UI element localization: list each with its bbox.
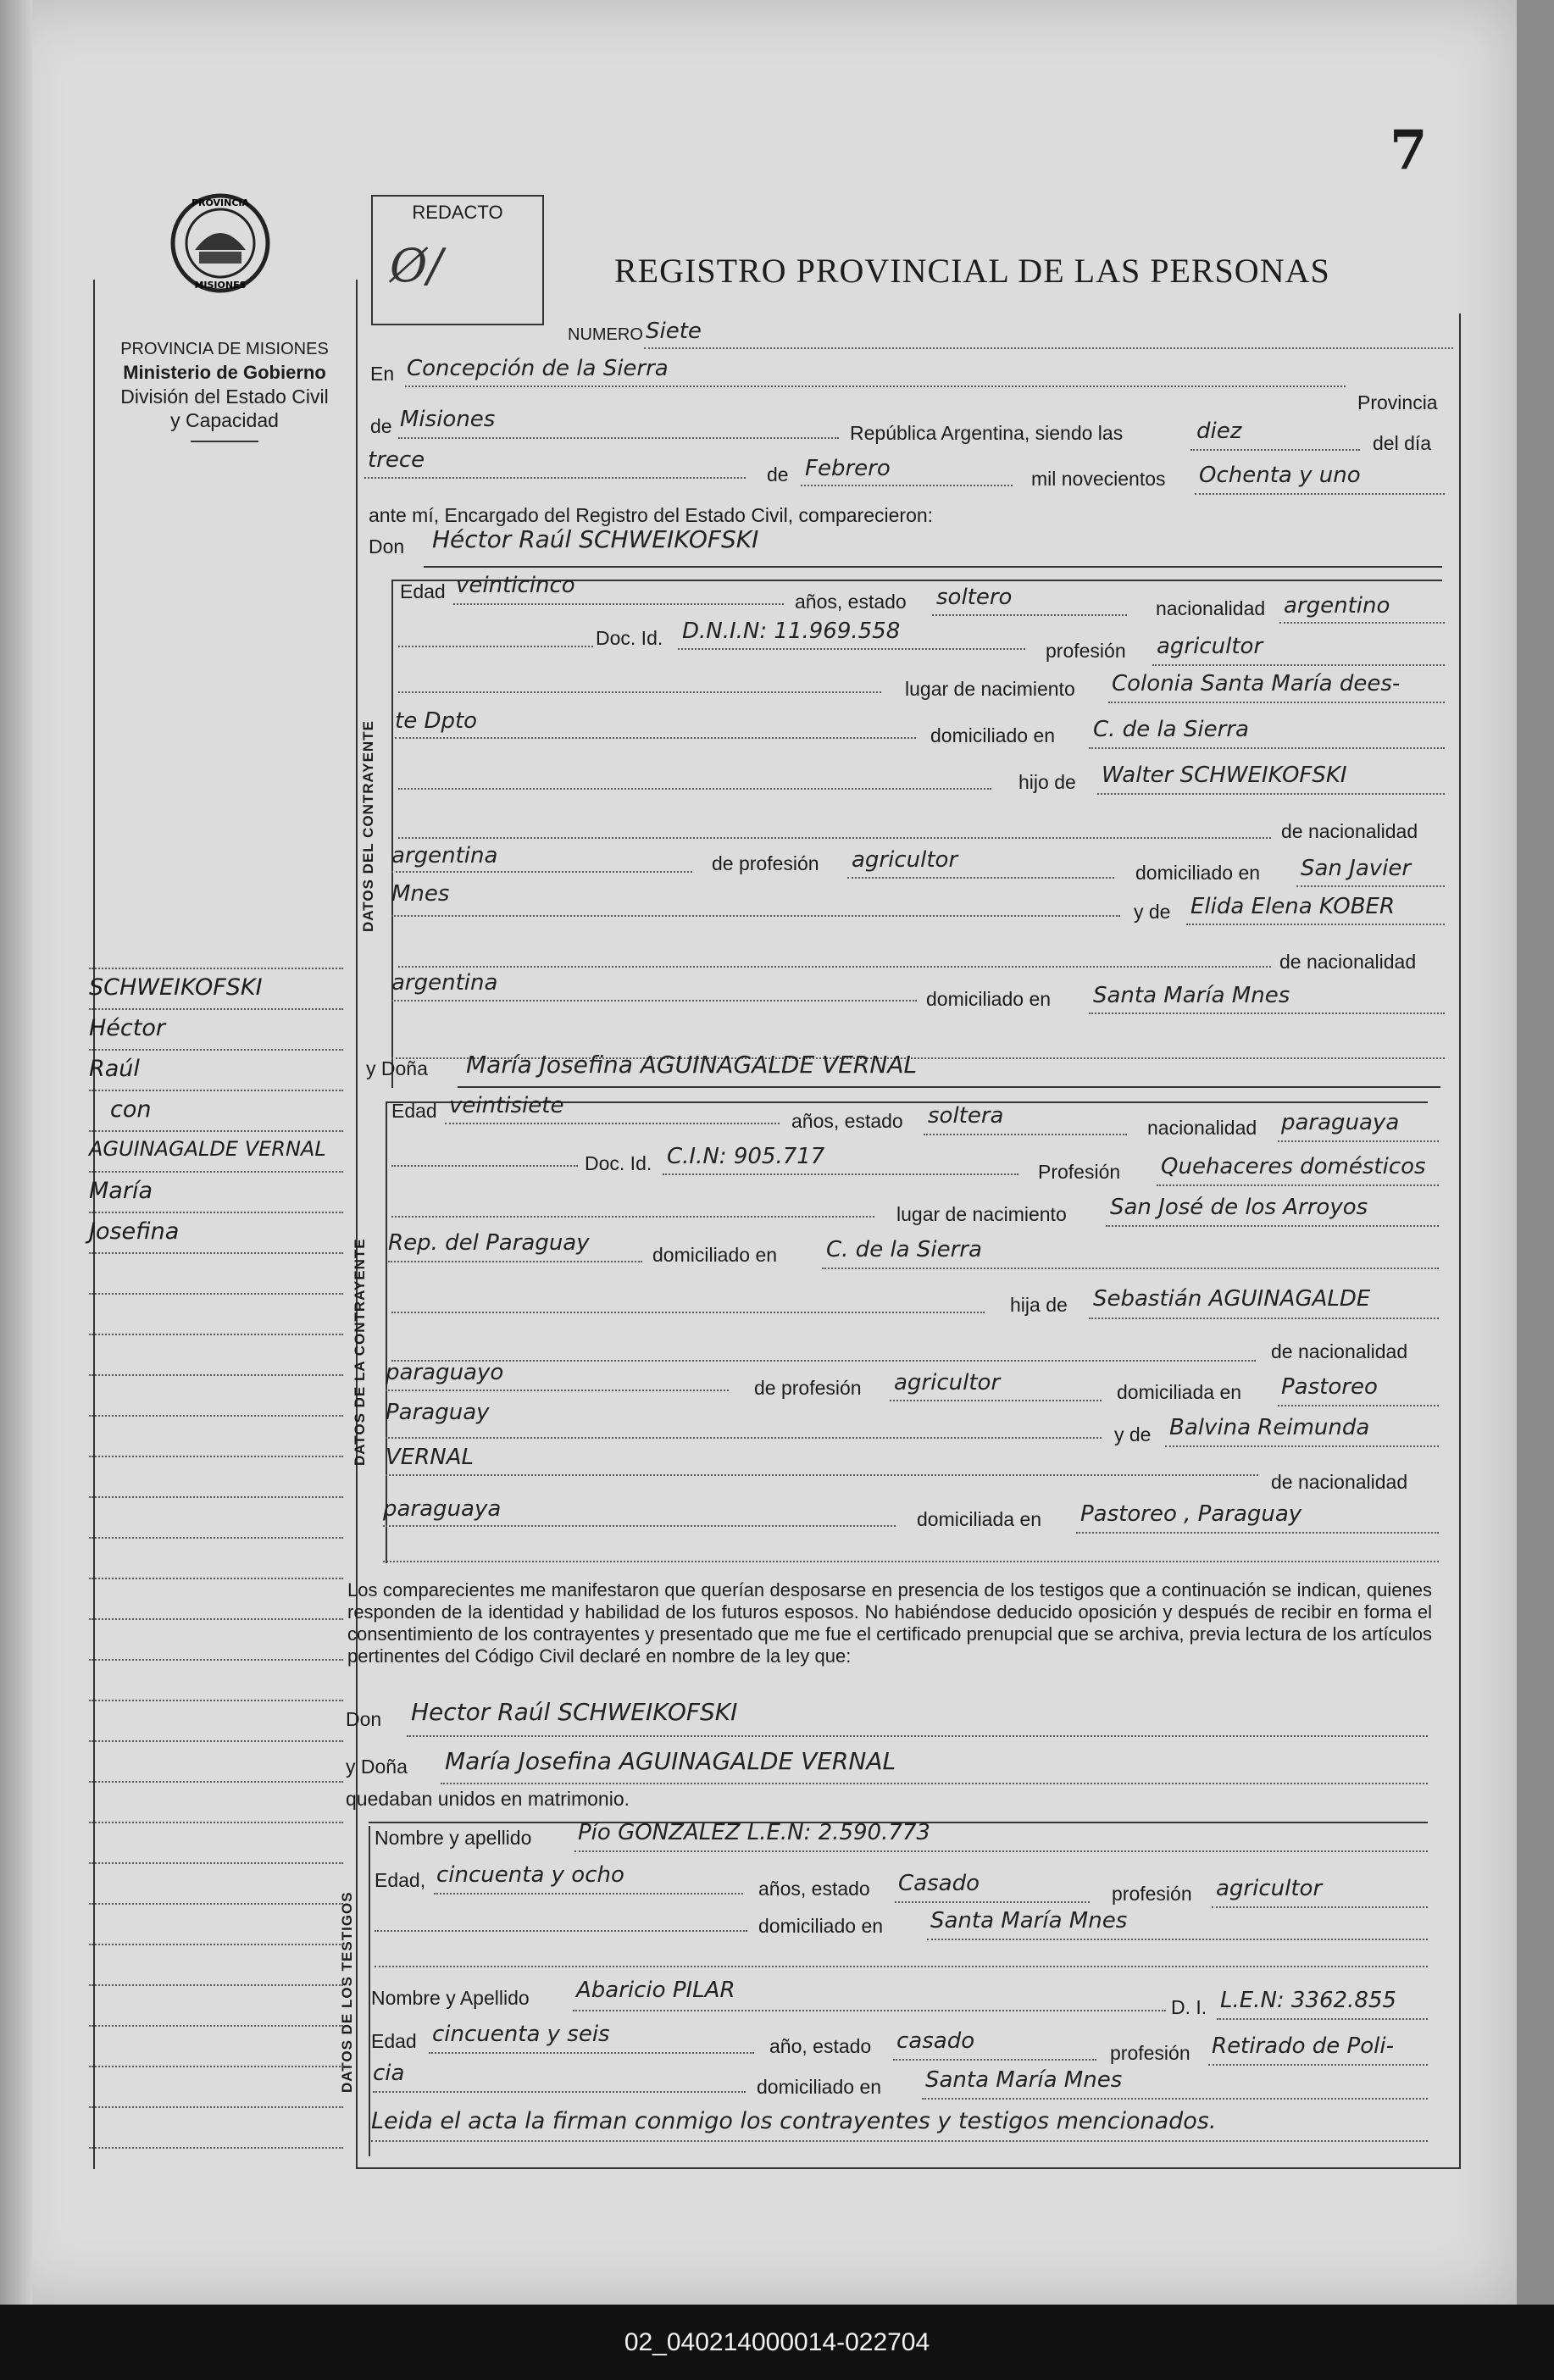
c-madre-dom-label: domiciliado en [926,988,1052,1010]
f-prof-line [1157,1184,1439,1186]
t2-nombre: Abaricio PILAR [576,1978,735,2003]
numero-label: NUMERO [568,325,643,344]
numero-value: Siete [646,319,702,344]
c-madre-nac-pre-line [398,966,1271,968]
union-dona-line [441,1783,1428,1784]
redacto-label: REDACTO [412,202,503,223]
don-value: Héctor Raúl SCHWEIKOFSKI [432,525,759,553]
anio-value: Ochenta y uno [1199,463,1361,488]
f-padre-dom: Pastoreo [1281,1374,1378,1400]
seal-bottom-text: MISIONES [194,280,247,291]
margin-blank-line [89,2106,343,2108]
t1-dom-label: domiciliado en [758,1915,884,1937]
c-madre-dom: Santa María Mnes [1093,983,1290,1008]
mil-label: mil novecientos [1031,468,1166,490]
margin-name-bride-1: María [89,1178,153,1204]
margin-blank-line [89,968,343,969]
f-padre-prof: agricultor [894,1370,1001,1395]
en-line [405,386,1346,387]
issuer-division-2: y Capacidad [170,409,279,431]
page-number: 7 [1390,119,1428,182]
t1-dom: Santa María Mnes [930,1908,1128,1933]
t2-estado: casado [896,2028,975,2054]
hora-value: diez [1196,419,1242,444]
c-estado-line [932,614,1127,616]
f-padre-dom-line [1278,1405,1439,1406]
numero-line [644,347,1453,349]
en-value: Concepción de la Sierra [407,356,669,381]
margin-line-1 [89,1049,343,1051]
union-don-label: Don [346,1708,382,1730]
f-padre-line [1089,1318,1439,1319]
f-padre-nac: paraguayo [386,1360,504,1385]
c-hijo-pre-line [398,788,991,790]
hora-line [1190,449,1360,451]
f-prof-label: Profesión [1038,1161,1121,1183]
margin-blank-line [89,1700,343,1701]
anio-line [1195,493,1445,495]
c-de-nac-label-2: de nacionalidad [1279,951,1417,973]
seal-top-text: PROVINCIA [191,197,250,208]
margin-blank-line [89,1822,343,1823]
t1-dom-pre-line [375,1930,747,1932]
provincial-seal-icon [165,191,275,297]
t1-blank-line [375,1966,1428,1967]
f-lugar-label: lugar de nacimiento [896,1203,1067,1225]
c-madre-nac: argentina [391,970,498,996]
union-don-line [407,1735,1428,1737]
book-binding [1517,0,1554,2305]
right-border [1459,313,1461,2169]
t1-edad: cincuenta y ocho [436,1862,624,1888]
t1-dom-line [927,1939,1428,1940]
f-dom-value: C. de la Sierra [826,1237,982,1262]
margin-surname-groom: SCHWEIKOFSKI [89,974,263,1001]
c-padre-dom-label: domiciliado en [1135,862,1261,884]
margin-blank-line [89,1659,343,1661]
issuer-division: División del Estado Civil [120,386,329,408]
republica-label: República Argentina, siendo las [850,422,1124,444]
margin-line-3 [89,1130,343,1132]
dia-line [364,477,746,479]
c-nac-line [1279,622,1445,624]
f-madre-value-2: VERNAL [386,1445,474,1470]
t2-estado-label: año, estado [769,2035,872,2057]
t1-edad-label: Edad, [375,1869,426,1891]
f-madre-dom-line [1076,1532,1439,1534]
f-blank-line [383,1561,1439,1562]
c-padre-dom2: Mnes [391,881,450,907]
t2-dom-label: domiciliado en [757,2076,882,2098]
t2-prof: Retirado de Poli- [1212,2033,1394,2059]
margin-surname-bride: AGUINAGALDE VERNAL [89,1137,326,1161]
f-padre-prof-line [890,1400,1102,1401]
contrayente-f-box-border [386,1101,387,1563]
c-estado-value: soltero [936,585,1013,610]
c-doc-label: Doc. Id. [596,627,663,649]
t2-dom: Santa María Mnes [925,2067,1123,2093]
margin-blank-line [89,2025,343,2027]
c-lugar-cont: te Dpto [395,708,478,734]
f-madre-nac-line [383,1525,896,1527]
f-padre-dom-label: domiciliada en [1117,1381,1242,1403]
dona-value: María Josefina AGUINAGALDE VERNAL [466,1051,918,1079]
t1-estado: Casado [898,1871,980,1896]
margin-blank-line [89,1374,343,1376]
margin-name-groom-1: Héctor [89,1015,165,1041]
f-padre-nac-pre-line [391,1360,1256,1362]
f-de-nac-label-2: de nacionalidad [1271,1471,1408,1493]
f-madre-nac-pre-line [386,1474,1258,1476]
c-anios-estado-label: años, estado [795,591,907,613]
t1-prof-label: profesión [1112,1883,1192,1905]
f-doc-label: Doc. Id. [585,1152,652,1174]
f-madre-value: Balvina Reimunda [1169,1415,1370,1440]
t2-di: L.E.N: 3362.855 [1220,1988,1396,2013]
c-padre-prof: agricultor [852,847,958,873]
margin-blank-line [89,1740,343,1742]
declaration-text: Los comparecientes me manifestaron que querían desposarse en presencia de los testigos que a continuación se indican, quienes responden de la identidad y habilidad de los futuros esposos. No habiéndose deducido oposición y después de recibir en forma el consentimiento de los contrayentes y presentado que me fue el certificado prenupcial que se archiva, previa lectura de los artículos pertinentes del Código Civil declaré en nombre de la ley que: [347,1579,1432,1667]
f-madre-line [1165,1445,1439,1447]
c-padre-dom: San Javier [1301,856,1412,881]
margin-blank-line [89,1618,343,1620]
f-padre-dom2-line [386,1437,1102,1439]
f-doc-pre-line [391,1165,578,1167]
margin-blank-line [89,2066,343,2067]
f-dom-label: domiciliado en [652,1244,778,1266]
c-dom-label: domiciliado en [930,724,1056,746]
c-dom-value: C. de la Sierra [1093,717,1249,742]
c-yde-label: y de [1134,901,1171,923]
margin-line-0 [89,1008,343,1010]
t2-dom-line [922,2098,1428,2100]
closing-line [371,2140,1428,2142]
c-prof-line [1152,664,1445,666]
union-dona-value: María Josefina AGUINAGALDE VERNAL [445,1747,896,1775]
margin-blank-line [89,1456,343,1457]
f-edad-line [445,1123,780,1124]
t2-edad-label: Edad [371,2030,417,2052]
t2-prof-label: profesión [1110,2042,1190,2064]
c-padre-dom2-line [391,915,1120,917]
margin-blank-line [89,1496,343,1498]
f-padre-dom2: Paraguay [386,1400,490,1425]
margin-blank-line [89,1781,343,1783]
issuer-ministry: Ministerio de Gobierno [123,362,326,383]
f-estado-value: soltera [928,1103,1004,1129]
issuer-province: PROVINCIA DE MISIONES [120,340,329,358]
t1-nombre-line [574,1850,1428,1852]
c-prof-label: profesión [1046,640,1126,662]
c-padre-nac-line [391,871,692,873]
de-line [398,437,839,439]
c-lugar-line [1108,702,1445,703]
en-label: En [370,363,395,385]
f-madre-dom: Pastoreo , Paraguay [1080,1501,1302,1527]
t2-prof-line [1208,2064,1428,2066]
c-padre-line [1097,793,1445,795]
c-madre-value: Elida Elena KOBER [1190,894,1396,919]
c-nac-value: argentino [1284,593,1390,619]
t1-estado-label: años, estado [758,1878,870,1900]
margin-blank-line [89,1415,343,1417]
del-dia-label: del día [1373,432,1432,454]
de-value: Misiones [400,407,496,432]
f-anios-estado-label: años, estado [791,1110,903,1132]
margin-line-4 [89,1171,343,1173]
f-de-nac-label: de nacionalidad [1271,1340,1408,1362]
main-column-border [356,280,358,2169]
c-madre-line [1186,924,1445,925]
f-madre-nac: paraguaya [383,1496,502,1522]
quedaban-text: quedaban unidos en matrimonio. [346,1788,630,1810]
c-madre-nac-line [391,1000,917,1001]
margin-blank-line [89,1578,343,1579]
dia-value: trece [368,447,425,473]
margin-blank-line [89,2147,343,2149]
dona-label: y Doña [366,1057,428,1079]
f-doc-line [663,1173,1018,1175]
c-lugar-value: Colonia Santa María dees- [1112,671,1401,696]
f-lugar-cont-line [388,1261,642,1262]
page-left-edge [0,0,32,2305]
c-doc-line [678,648,1025,650]
redacto-box [371,195,544,325]
c-lugar-label: lugar de nacimiento [905,678,1075,700]
f-edad-label: Edad [391,1100,437,1122]
t1-prof-line [1212,1906,1428,1908]
c-padre-prof-line [847,877,1114,879]
testigos-box-border [369,1826,370,2156]
c-padre-prof-label: de profesión [712,852,819,874]
closing-text: Leida el acta la firman conmigo los contrayentes y testigos mencionados. [371,2108,1217,2134]
f-lugar-value: San José de los Arroyos [1110,1195,1368,1220]
c-madre-dom-line [1089,1012,1445,1014]
t2-edad-line [429,2052,754,2054]
t2-nombre-label: Nombre y Apellido [371,1987,530,2009]
contrayente-box-border [391,580,393,1088]
margin-blank-line [89,1334,343,1335]
f-nac-label: nacionalidad [1147,1117,1257,1139]
provincia-label: Provincia [1357,391,1438,413]
f-hija-pre-line [391,1312,985,1313]
f-padre-prof-label: de profesión [754,1377,862,1399]
t1-nombre: Pío GONZALEZ L.E.N: 2.590.773 [578,1820,930,1845]
f-yde-label: y de [1114,1423,1152,1445]
f-hija-label: hija de [1010,1294,1068,1316]
c-edad-line [453,603,784,605]
c-doc-value: D.N.I.N: 11.969.558 [682,619,901,644]
margin-name-bride-2: Josefina [89,1218,180,1245]
c-edad-value: veinticinco [456,573,575,598]
t2-di-label: D. I. [1171,1996,1207,2018]
union-dona-label: y Doña [346,1756,408,1778]
redacto-mark: Ø/ [390,239,443,292]
margin-blank-line [89,1944,343,1945]
margin-blank-line [89,1984,343,1986]
c-hijo-label: hijo de [1018,771,1076,793]
issuer-block [93,337,356,442]
t1-nombre-label: Nombre y apellido [375,1827,532,1849]
mes-value: Febrero [805,456,891,481]
f-edad-value: veintisiete [449,1093,564,1118]
margin-line-2 [89,1090,343,1091]
don-label: Don [369,535,405,558]
margin-blank-line [89,1293,343,1295]
bottom-border [356,2167,1461,2169]
margin-blank-line [89,1862,343,1864]
c-dom-line [1089,747,1445,749]
f-lugar-pre-line [391,1216,874,1218]
t2-prof-cont-line [373,2091,746,2093]
c-padre-value: Walter SCHWEIKOFSKI [1102,763,1347,788]
margin-con: con [110,1096,152,1123]
ante-label: ante mí, Encargado del Registro del Estado Civil, comparecieron: [369,504,934,526]
margin-line-5 [89,1212,343,1213]
c-lugar-pre-line [398,691,881,693]
f-dom-line [822,1268,1439,1269]
t1-edad-line [434,1893,743,1895]
f-padre-value: Sebastián AGUINAGALDE [1093,1286,1371,1312]
t2-estado-line [893,2059,1096,2061]
don-line [424,566,1442,568]
f-lugar-line [1106,1225,1439,1227]
contrayente-section-label: DATOS DEL CONTRAYENTE [360,720,376,932]
c-nac-label: nacionalidad [1156,597,1266,619]
f-nac-value: paraguaya [1281,1110,1400,1135]
c-padre-nac-pre-line [398,837,1271,839]
f-padre-nac-line [386,1390,729,1391]
f-prof-value: Quehaceres domésticos [1161,1154,1426,1179]
de-label: de [370,415,392,437]
image-id-footer: 02_040214000014-022704 [0,2305,1554,2380]
margin-name-groom-2: Raúl [89,1056,140,1082]
f-estado-line [924,1134,1127,1135]
f-madre-dom-label: domiciliada en [917,1508,1042,1530]
c-lugar-cont-line [395,737,916,739]
t2-nombre-line [573,2010,1166,2011]
c-padre-dom-line [1296,885,1445,887]
c-doc-pre-line [398,646,593,647]
testigos-section-label: DATOS DE LOS TESTIGOS [339,1891,355,2093]
dona-line [458,1086,1440,1088]
union-don-value: Hector Raúl SCHWEIKOFSKI [411,1698,738,1726]
c-prof-value: agricultor [1157,634,1263,659]
t2-edad: cincuenta y seis [432,2022,610,2047]
t2-prof-cont: cia [373,2061,405,2086]
t1-prof: agricultor [1216,1876,1323,1901]
c-edad-label: Edad [400,580,446,602]
issuer-divider [191,441,258,442]
t2-di-line [1217,2018,1428,2020]
document-title: REGISTRO PROVINCIAL DE LAS PERSONAS [614,252,1330,290]
f-nac-line [1278,1140,1439,1142]
t1-estado-line [895,1901,1090,1903]
mes-de-label: de [767,463,789,485]
c-de-nac-label: de nacionalidad [1281,820,1418,842]
mes-line [801,485,1013,486]
f-doc-value: C.I.N: 905.717 [667,1144,825,1169]
margin-blank-line [89,1537,343,1539]
contrayente-f-section-label: DATOS DE LA CONTRAYENTE [352,1238,368,1466]
c-padre-nac: argentina [391,843,498,868]
margin-blank-line [89,1903,343,1905]
f-lugar-cont: Rep. del Paraguay [388,1230,590,1256]
margin-line-6 [89,1252,343,1254]
